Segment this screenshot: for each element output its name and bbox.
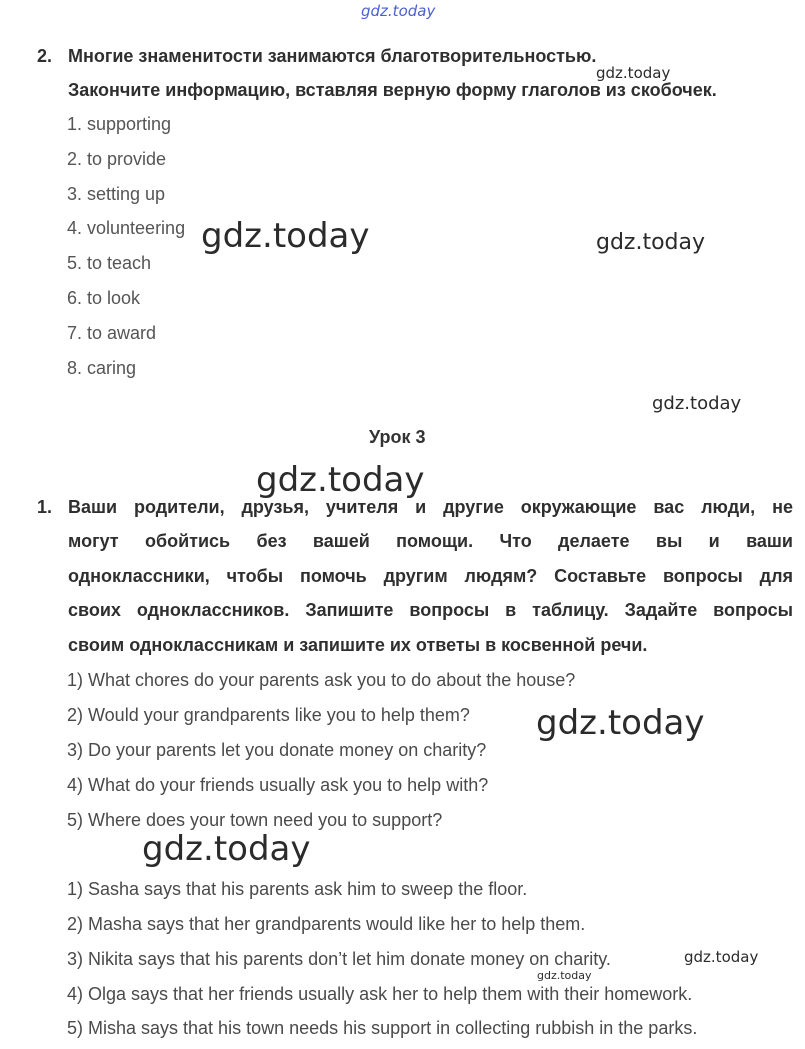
watermark: gdz.today xyxy=(256,460,425,500)
task2-answer: 1. supporting xyxy=(67,114,172,134)
task2-title-line1: Многие знаменитости занимаются благотворительностью. xyxy=(68,46,597,66)
reported-speech-item: 1) Sasha says that his parents ask him to sweep the floor. xyxy=(67,879,528,899)
watermark: gdz.today xyxy=(536,703,705,743)
task2-answer: 4. volunteering xyxy=(67,218,186,238)
task2-answer: 7. to award xyxy=(67,323,157,343)
task2-answer: 8. caring xyxy=(67,358,137,378)
reported-speech-item: 3) Nikita says that his parents don’t let him donate money on charity. xyxy=(67,949,611,969)
watermark-top: gdz.today xyxy=(361,2,436,20)
reported-speech-item: 4) Olga says that her friends usually ask her to help them with their homework. xyxy=(67,984,693,1004)
watermark: gdz.today xyxy=(201,216,370,256)
task1-text-line: своим одноклассникам и запишите их ответы в косвенной речи. xyxy=(68,635,648,655)
watermark: gdz.today xyxy=(537,969,592,982)
question-item: 4) What do your friends usually ask you to help with? xyxy=(67,775,489,795)
task1-text-line: могут обойтись без вашей помощи. Что делаете вы и ваши xyxy=(68,531,793,551)
watermark: gdz.today xyxy=(596,230,706,255)
question-item: 5) Where does your town need you to support? xyxy=(67,810,443,830)
watermark: gdz.today xyxy=(142,829,311,869)
reported-speech-item: 5) Misha says that his town needs his support in collecting rubbish in the parks. xyxy=(67,1018,698,1038)
task1-text-line: Ваши родители, друзья, учителя и другие окружающие вас люди, не xyxy=(68,497,793,517)
task2-answer: 3. setting up xyxy=(67,184,166,204)
task1-text-line: своих одноклассников. Запишите вопросы в таблицу. Задайте вопросы xyxy=(68,600,793,620)
task2-answer: 6. to look xyxy=(67,288,141,308)
task1-text-line: одноклассники, чтобы помочь другим людям? Составьте вопросы для xyxy=(68,566,793,586)
task2-number: 2. xyxy=(37,46,53,66)
lesson-heading: Урок 3 xyxy=(369,427,426,447)
question-item: 3) Do your parents let you donate money on charity? xyxy=(67,740,487,760)
question-item: 2) Would your grandparents like you to help them? xyxy=(67,705,470,725)
task1-number: 1. xyxy=(37,497,53,517)
question-item: 1) What chores do your parents ask you to do about the house? xyxy=(67,670,576,690)
watermark: gdz.today xyxy=(596,64,671,82)
watermark: gdz.today xyxy=(652,393,742,414)
task2-title-line2: Закончите информацию, вставляя верную форму глаголов из скобочек. xyxy=(68,80,717,100)
task2-answer: 2. to provide xyxy=(67,149,167,169)
reported-speech-item: 2) Masha says that her grandparents would like her to help them. xyxy=(67,914,586,934)
watermark: gdz.today xyxy=(684,948,759,966)
task2-answer: 5. to teach xyxy=(67,253,152,273)
